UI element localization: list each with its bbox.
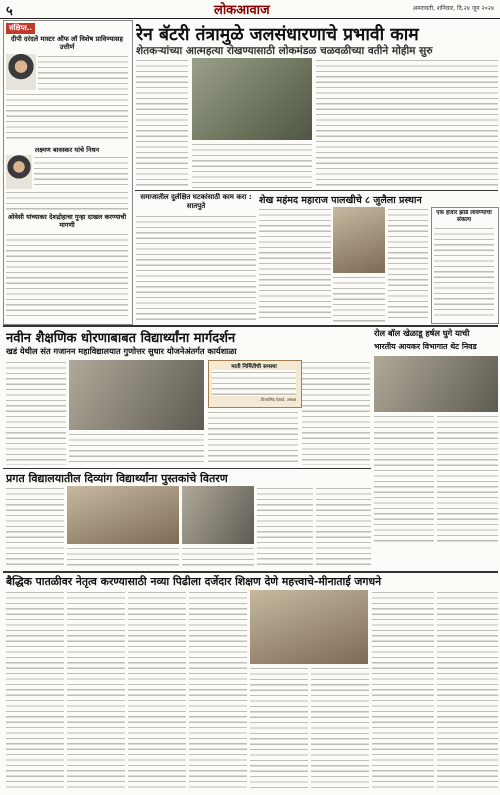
page-number: ५ [6, 4, 13, 19]
brief-body-3 [6, 232, 128, 320]
bottom-headline: बैद्धिक पातळीवर नेतृत्व करण्यासाठी नव्या पिढीला दर्जेदार शिक्षण देणे महत्त्वाचे-मीनाताई जगधने [6, 575, 382, 588]
field-photo [192, 58, 312, 140]
top-body-col1 [136, 58, 188, 188]
brief-title-2: लक्ष्मण बावस्कर यांचे निधन [34, 146, 100, 154]
rollball-subheadline: भारतीय आयकर विभागात थेट निवड [374, 342, 477, 351]
brief-title-3: ओवेसी यांच्याकर देशद्रोहाचा गुन्हा दाखल करण्याची मागणी [7, 213, 127, 229]
pragat-body-4 [257, 486, 313, 568]
quote-author: - विजयसिंह ऐतवडे, अध्यक्ष [258, 397, 296, 402]
top-headline: रेन बॅटरी तंत्रामुळे जलसंधारणाचे प्रभावी काम [136, 25, 419, 45]
palkhi-headline: शेख महंमद महाराज पालखीचे ८ जुलैला प्रस्थान [259, 195, 422, 206]
pragat-body-2 [67, 546, 179, 568]
tree-headline: एक हजार झाडे लावण्याचा संकल्प [436, 210, 492, 223]
palkhi-body-1 [259, 207, 331, 322]
pragat-headline: प्रगत विद्यालयातील दिव्यांग विद्यार्थ्यांना पुस्तकांचे वितरण [6, 472, 228, 485]
pragat-body-3 [182, 546, 254, 568]
divider [3, 325, 498, 327]
top-body-col2 [192, 142, 312, 188]
satpute-body [136, 214, 256, 322]
satpute-headline: समाजातील दुर्लक्षित घटकांसाठी काम करा : सातपुते [140, 193, 252, 210]
top-subheadline: शेतकऱ्यांच्या आत्महत्या रोखण्यासाठी लोकमंडळ चळवळीच्या वतीने मोहीम सुरु [136, 45, 433, 57]
brief-body-2 [34, 155, 128, 189]
edu-body-2 [69, 432, 204, 465]
pragat-photo-1 [67, 486, 179, 544]
divider [3, 468, 371, 469]
section-label: संक्षिप्त.. [6, 23, 35, 34]
edu-body-4 [302, 360, 370, 465]
maharaj-photo [333, 207, 385, 273]
bottom-body-8 [437, 590, 498, 790]
brief-body-1 [38, 54, 128, 90]
pragat-body-1 [6, 486, 64, 568]
bottom-body-6 [311, 666, 369, 790]
rollball-body-1 [374, 414, 434, 544]
divider [3, 571, 498, 573]
brief-title-1: दीपी दरंदले मास्टर ऑफ लॉ विशेष प्राविण्यासह उत्तीर्ण [11, 35, 123, 51]
brief-body-2b [6, 190, 128, 210]
bottom-body-5 [250, 666, 308, 790]
dateline: अमरावती, शनिवार, दि.२४ जून २०२४ [412, 5, 494, 12]
palkhi-body-3 [388, 207, 428, 322]
pragat-photo-2 [182, 486, 254, 544]
bottom-body-1 [6, 590, 64, 790]
brief-body-1b [6, 92, 128, 140]
edu-body-3 [208, 410, 298, 465]
rollball-photo [374, 356, 498, 412]
portrait-photo-2 [6, 155, 32, 189]
portrait-photo [6, 54, 36, 90]
divider [135, 190, 498, 191]
newspaper-logo: लोकआवाज [214, 3, 270, 18]
rollball-headline: रोल बॉल खेळाडू हर्षल घुगे याची [374, 328, 470, 338]
edu-headline: नवीन शैक्षणिक धोरणाबाबत विद्यार्थ्यांना मार्गदर्शन [6, 331, 236, 346]
quote-body [212, 370, 296, 396]
bottom-body-2 [67, 590, 125, 790]
quote-title: माती निर्मितीची समस्या [231, 364, 277, 370]
bottom-body-4 [189, 590, 247, 790]
rollball-body-2 [437, 414, 498, 544]
bottom-body-7 [372, 590, 434, 790]
edu-subheadline: खडं येथील संत गजानन महाविद्यालयात गुणोत्तर सुधार योजनेअंतर्गत कार्यशाळा [6, 346, 237, 356]
bottom-photo [250, 590, 368, 664]
edu-body-1 [6, 360, 66, 465]
top-body-col3 [316, 58, 498, 188]
tree-body [434, 226, 494, 319]
bottom-body-3 [128, 590, 186, 790]
palkhi-body-2 [333, 275, 385, 322]
edu-photo [69, 360, 204, 430]
pragat-body-5 [316, 486, 371, 568]
